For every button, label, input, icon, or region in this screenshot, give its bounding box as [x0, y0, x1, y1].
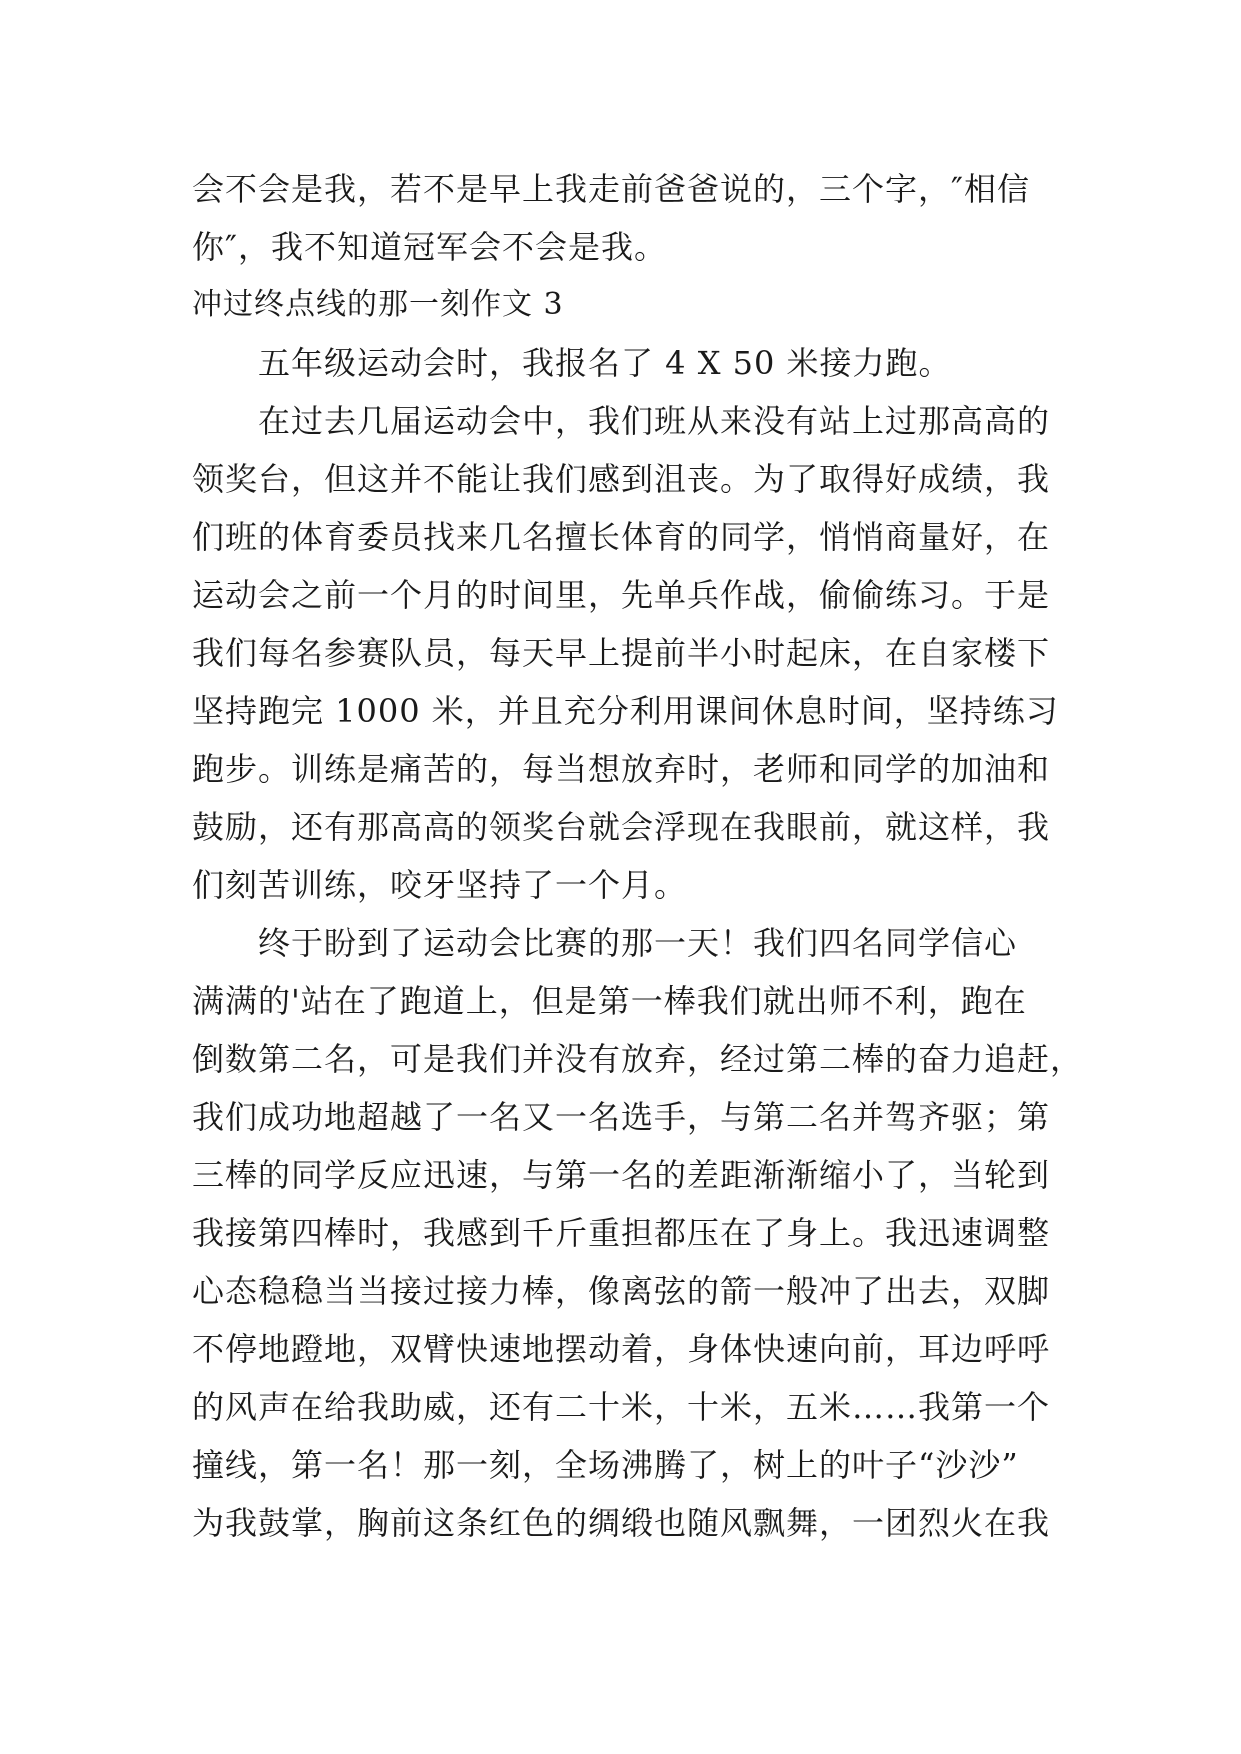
- text-line: 我接第四棒时，我感到千斤重担都压在了身上。我迅速调整: [192, 1214, 1051, 1252]
- text-line: 为我鼓掌，胸前这条红色的绸缎也随风飘舞，一团烈火在我: [192, 1504, 1051, 1542]
- text-line: 的风声在给我助威，还有二十米，十米，五米……我第一个: [192, 1388, 1051, 1426]
- text-line: 三棒的同学反应迅速，与第一名的差距渐渐缩小了，当轮到: [192, 1156, 1051, 1194]
- text-line: 不停地蹬地，双臂快速地摆动着，身体快速向前，耳边呼呼: [192, 1330, 1051, 1368]
- text-line: 倒数第二名，可是我们并没有放弃，经过第二棒的奋力追赶，: [192, 1040, 1084, 1078]
- text-line: 坚持跑完 1000 米，并且充分利用课间休息时间，坚持练习: [192, 692, 1059, 730]
- text-line: 我们成功地超越了一名又一名选手，与第二名并驾齐驱；第: [192, 1098, 1051, 1136]
- text-line: 们班的体育委员找来几名擅长体育的同学，悄悄商量好，在: [192, 518, 1051, 556]
- text-line: 你″，我不知道冠军会不会是我。: [192, 228, 667, 266]
- section-title: 冲过终点线的那一刻作文 3: [192, 287, 564, 322]
- text-line: 领奖台，但这并不能让我们感到沮丧。为了取得好成绩，我: [192, 460, 1051, 498]
- text-line: 跑步。训练是痛苦的，每当想放弃时，老师和同学的加油和: [192, 750, 1051, 788]
- text-line: 五年级运动会时，我报名了 4 X 50 米接力跑。: [258, 344, 952, 382]
- text-line: 鼓励，还有那高高的领奖台就会浮现在我眼前，就这样，我: [192, 808, 1051, 846]
- document-page: [192, 160, 1084, 1552]
- text-line: 终于盼到了运动会比赛的那一天！我们四名同学信心: [258, 924, 1018, 962]
- text-line: 在过去几届运动会中，我们班从来没有站上过那高高的: [258, 402, 1051, 440]
- text-line: 心态稳稳当当接过接力棒，像离弦的箭一般冲了出去，双脚: [192, 1272, 1051, 1310]
- text-line: 撞线，第一名！那一刻，全场沸腾了，树上的叶子“沙沙”: [192, 1446, 1019, 1484]
- text-line: 运动会之前一个月的时间里，先单兵作战，偷偷练习。于是: [192, 576, 1051, 614]
- text-line: 会不会是我，若不是早上我走前爸爸说的，三个字，″相信: [192, 170, 1030, 208]
- text-line: 我们每名参赛队员，每天早上提前半小时起床，在自家楼下: [192, 634, 1051, 672]
- text-line: 们刻苦训练，咬牙坚持了一个月。: [192, 866, 688, 904]
- text-line: 满满的'站在了跑道上，但是第一棒我们就出师不利，跑在: [192, 982, 1027, 1020]
